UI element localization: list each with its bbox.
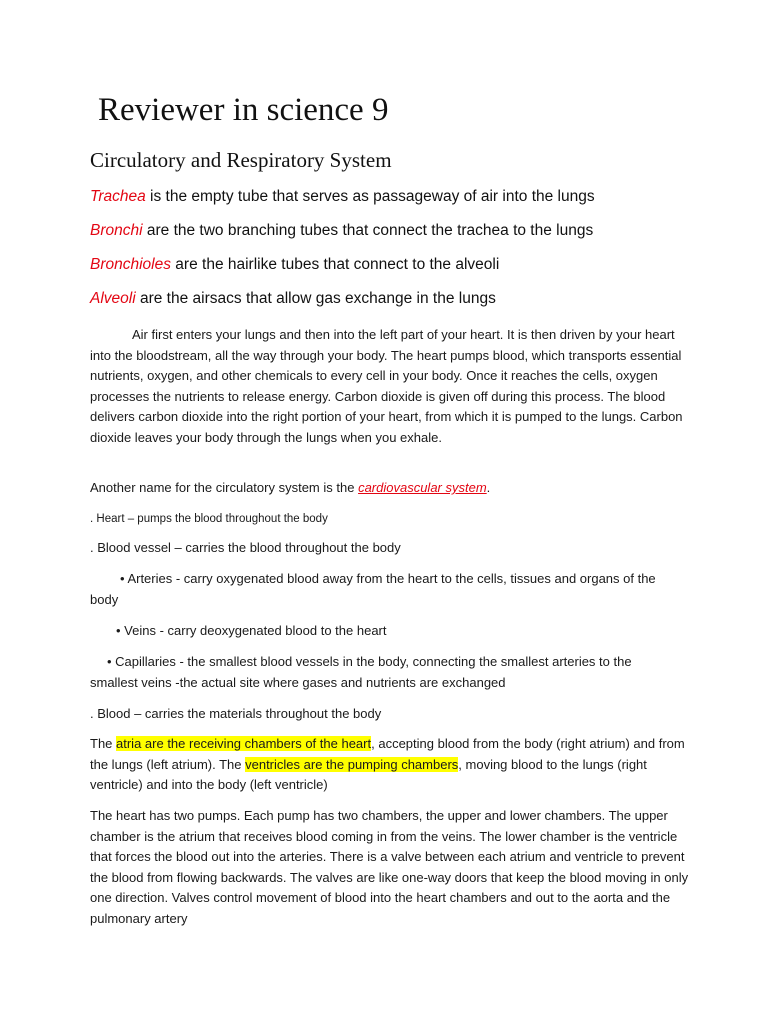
definition-trachea [90, 188, 595, 206]
veins-bullet: • Veins - carry deoxygenated blood to the heart [116, 623, 387, 638]
blood-line: . Blood – carries the materials throughout the body [90, 706, 382, 721]
atria-p1: The [90, 736, 117, 751]
atria-p2: , accepting blood from the body (right atrium) and from the lungs (left atrium). The [90, 736, 685, 772]
arteries-bullet [90, 569, 680, 610]
definition-text: are the airsacs that allow gas exchange in the lungs [135, 290, 496, 307]
term-alveoli: Alveoli [90, 290, 136, 307]
term-bronchi: Bronchi [90, 222, 143, 239]
definition-text: is the empty tube that serves as passageway of air into the lungs [145, 188, 595, 205]
atria-p3: , moving blood to the lungs (right ventricle) and into the body (left ventricle) [90, 756, 647, 792]
pumps-paragraph: The heart has two pumps. Each pump has two chambers, the upper and lower chambers. The upper chamber is the atrium that receives blood coming in from the veins. The lower chamber is the ventricle that forces the blood out into the arteries. There is a valve between each atrium and ventricle to prevent the blood from flowing backwards. The valves are like one-way doors that keep the blood moving in only one direction. Valves control movement of blood into the heart chambers and out to the aorta and the pulmonary artery [90, 808, 689, 926]
page-subtitle: Circulatory and Respiratory System [90, 148, 392, 172]
page-title: Reviewer in science 9 [98, 92, 389, 128]
blood-vessel-line: . Blood vessel – carries the blood throughout the body [90, 540, 401, 555]
another-name-suffix: . [486, 480, 491, 495]
term-bronchioles: Bronchioles [90, 256, 171, 273]
capillaries-bullet [90, 652, 680, 693]
arteries-text: • Arteries - carry oxygenated blood away from the heart to the cells, tissues and organs of the body [90, 571, 656, 607]
air-paragraph [90, 325, 690, 448]
atria-paragraph [90, 734, 690, 796]
heart-line: . Heart – pumps the blood throughout the body [90, 513, 328, 525]
definition-text: are the two branching tubes that connect the trachea to the lungs [142, 222, 594, 239]
definition-bronchi [90, 222, 593, 240]
definition-text: are the hairlike tubes that connect to the alveoli [171, 256, 500, 273]
capillaries-text: • Capillaries - the smallest blood vessels in the body, connecting the smallest arteries to the smallest veins -the actual site where gases and nutrients are exchanged [90, 654, 632, 690]
term-trachea: Trachea [90, 188, 146, 205]
definition-alveoli [90, 290, 496, 308]
another-name-line [90, 478, 490, 499]
definition-bronchioles [90, 256, 499, 274]
highlight-ventricles: ventricles are the pumping chambers [245, 756, 459, 772]
cardiovascular-system-term: cardiovascular system [358, 480, 487, 495]
air-paragraph-text: Air first enters your lungs and then into the left part of your heart. It is then driven by your heart into the bloodstream, all the way through your body. The heart pumps blood, which transports essential nutrients, oxygen, and other chemicals to every cell in your body. Once it reaches the cells, oxygen processes the nutrients to release energy. Carbon dioxide is given off during this process. The blood delivers carbon dioxide into the right portion of your heart, from which it is pumped to the lungs. Carbon dioxide leaves your body through the lungs when you exhale. [90, 327, 683, 445]
another-name-prefix: Another name for the circulatory system is the [90, 480, 359, 495]
highlight-atria: atria are the receiving chambers of the heart [116, 736, 372, 751]
